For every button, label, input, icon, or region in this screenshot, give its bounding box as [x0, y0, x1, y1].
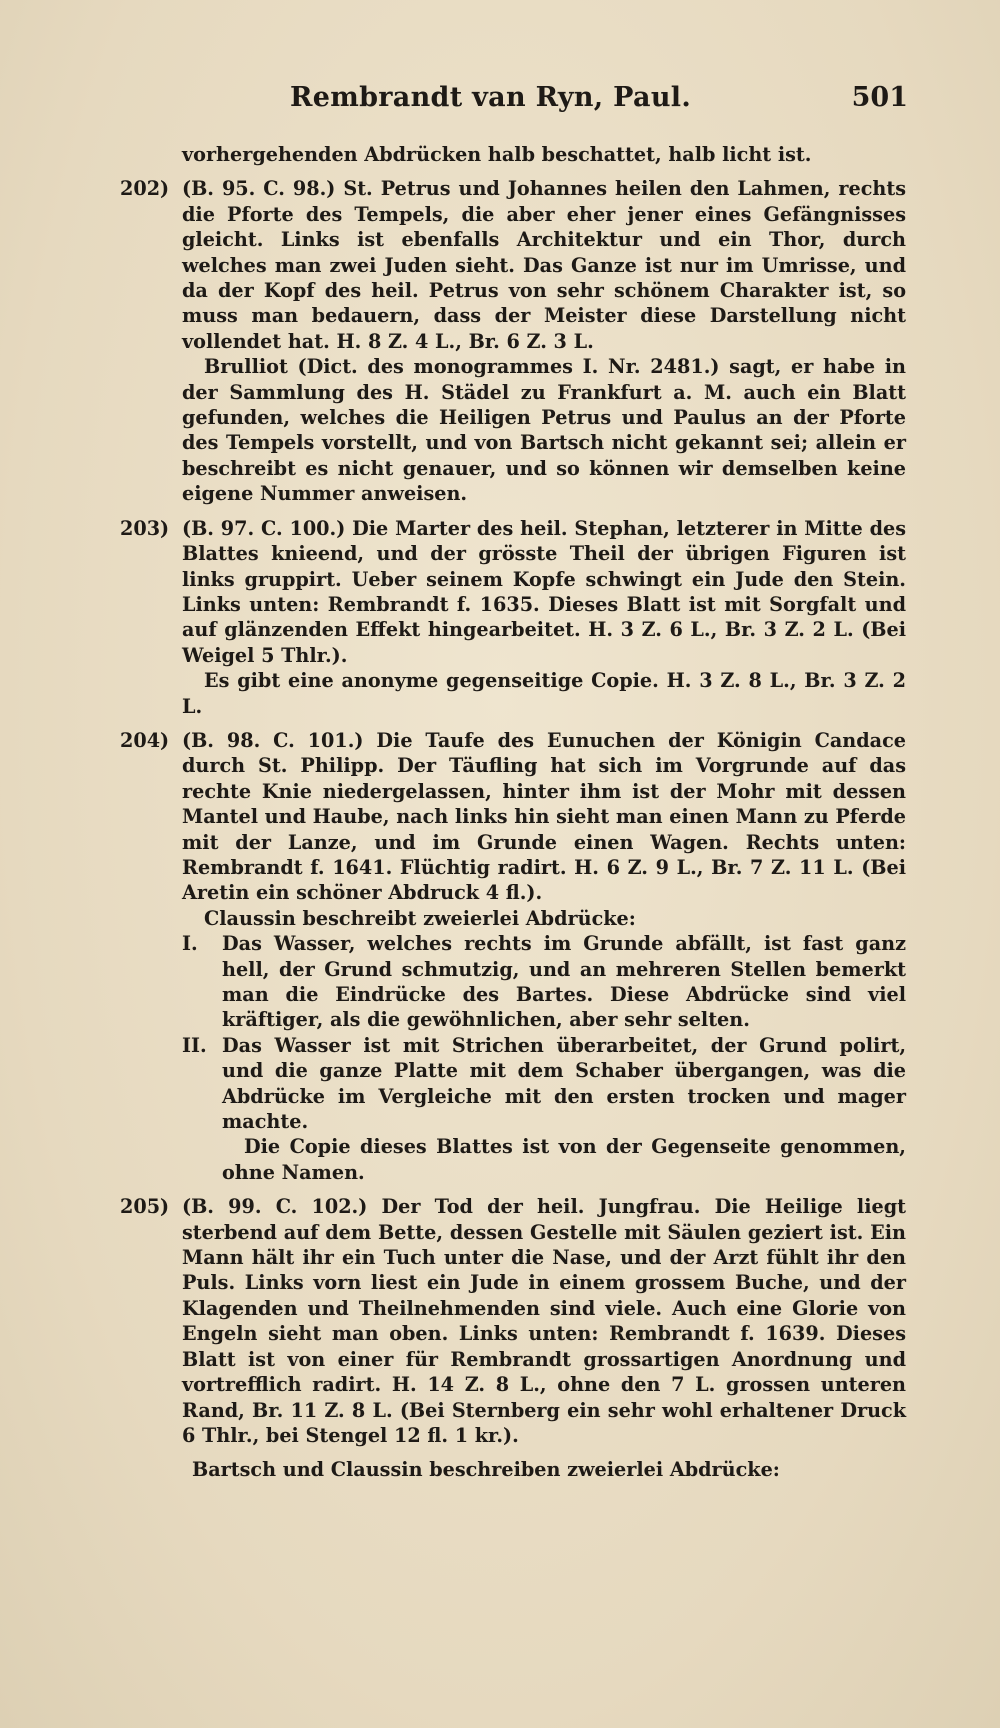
entry-number: 203)	[120, 516, 170, 540]
entry-number: 205)	[120, 1195, 170, 1219]
state-text: Das Wasser ist mit Strichen überarbeitet, der Grund polirt, und die ganze Platte mit dem Schaber übergangen, was die Abdrücke im Vergleiche mit den ersten trocken und mager machte.	[222, 1033, 906, 1134]
entry-note: Es gibt eine anonyme gegenseitige Copie. H. 3 Z. 8 L., Br. 3 Z. 2 L.	[182, 669, 906, 718]
impression-states	[182, 931, 906, 1134]
entry-description: (B. 97. C. 100.) Die Marter des heil. Stephan, letzterer in Mitte des Blattes knieend, und der grösste Theil der übrigen Figuren ist links gruppirt. Ueber seinem Kopfe schwingt ein Jude den Stein. Links unten: Rembrandt f. 1635. Dieses Blatt ist mit Sorgfalt und auf glänzenden Effekt hingearbeitet. H. 3 Z. 6 L., Br. 3 Z. 2 L. (Bei Weigel 5 Thlr.).	[182, 516, 906, 667]
page-number: 501	[851, 82, 908, 113]
impression-state	[182, 1033, 906, 1135]
catalog-entry-205	[120, 1194, 906, 1448]
entry-description: (B. 95. C. 98.) St. Petrus und Johannes heilen den Lahmen, rechts die Pforte des Tempels, die aber eher jener eines Gefängnisses gleicht. Links ist ebenfalls Architektur und ein Thor, durch welches man zwei Juden sieht. Das Ganze ist nur im Umrisse, und da der Kopf des heil. Petrus von sehr schönem Charakter ist, so muss man bedauern, dass der Meister diese Darstellung nicht vollendet hat. H. 8 Z. 4 L., Br. 6 Z. 3 L.	[182, 177, 906, 353]
catalog-entry-203	[120, 516, 906, 719]
trailing-line: Bartsch und Claussin beschreiben zweierlei Abdrücke:	[192, 1458, 780, 1482]
state-marker: II.	[182, 1033, 207, 1057]
catalog-entry-204	[120, 728, 906, 1185]
copy-note: Die Copie dieses Blattes ist von der Gegenseite genommen, ohne Namen.	[222, 1135, 906, 1184]
page-header	[290, 82, 908, 122]
page-body	[120, 142, 906, 1483]
state-marker: I.	[182, 932, 198, 956]
entry-number: 204)	[120, 728, 170, 752]
entry-description: (B. 98. C. 101.) Die Taufe des Eunuchen der Königin Candace durch St. Philipp. Der Täufling hat sich im Vorgrunde auf das rechte Knie niedergelassen, hinter ihm ist der Mohr mit dessen Mantel und Haube, nach links hin sieht man einen Mann zu Pferde mit der Lanze, und im Grunde einen Wagen. Rechts unten: Rembrandt f. 1641. Flüchtig radirt. H. 6 Z. 9 L., Br. 7 Z. 11 L. (Bei Aretin ein schöner Abdruck 4 fl.).	[182, 728, 906, 905]
entry-note: Claussin beschreibt zweierlei Abdrücke:	[204, 906, 636, 930]
impression-state	[182, 931, 906, 1033]
running-title: Rembrandt van Ryn, Paul.	[290, 82, 692, 113]
entry-note: Brulliot (Dict. des monogrammes I. Nr. 2481.) sagt, er habe in der Sammlung des H. Städel zu Frankfurt a. M. auch ein Blatt gefunden, welches die Heiligen Petrus und Paulus an der Pforte des Tempels vorstellt, und von Bartsch nicht gekannt sei; allein er beschreibt es nicht genauer, und so können wir demselben keine eigene Nummer anweisen.	[182, 355, 906, 506]
catalog-entry-202	[120, 176, 906, 506]
state-text: Das Wasser, welches rechts im Grunde abfällt, ist fast ganz hell, der Grund schmutzig, und an mehreren Stellen bemerkt man die Eindrücke des Bartes. Diese Abdrücke sind viel kräftiger, als die gewöhnlichen, aber sehr selten.	[222, 932, 906, 1032]
entry-description: (B. 99. C. 102.) Der Tod der heil. Jungfrau. Die Heilige liegt sterbend auf dem Bette, dessen Gestelle mit Säulen geziert ist. Ein Mann hält ihr ein Tuch unter die Nase, und der Arzt fühlt ihr den Puls. Links vorn liest ein Jude in einem grossem Buche, und der Klagenden und Theilnehmenden sind viele. Auch eine Glorie von Engeln sieht man oben. Links unten: Rembrandt f. 1639. Dieses Blatt ist von einer für Rembrandt grossartigen Anordnung und vortrefflich radirt. H. 14 Z. 8 L., ohne den 7 L. grossen unteren Rand, Br. 11 Z. 8 L. (Bei Sternberg ein sehr wohl erhaltener Druck 6 Thlr., bei Stengel 12 fl. 1 kr.).	[182, 1195, 906, 1447]
entry-number: 202)	[120, 177, 170, 201]
continuation-text: vorhergehenden Abdrücken halb beschattet, halb licht ist.	[182, 143, 812, 166]
